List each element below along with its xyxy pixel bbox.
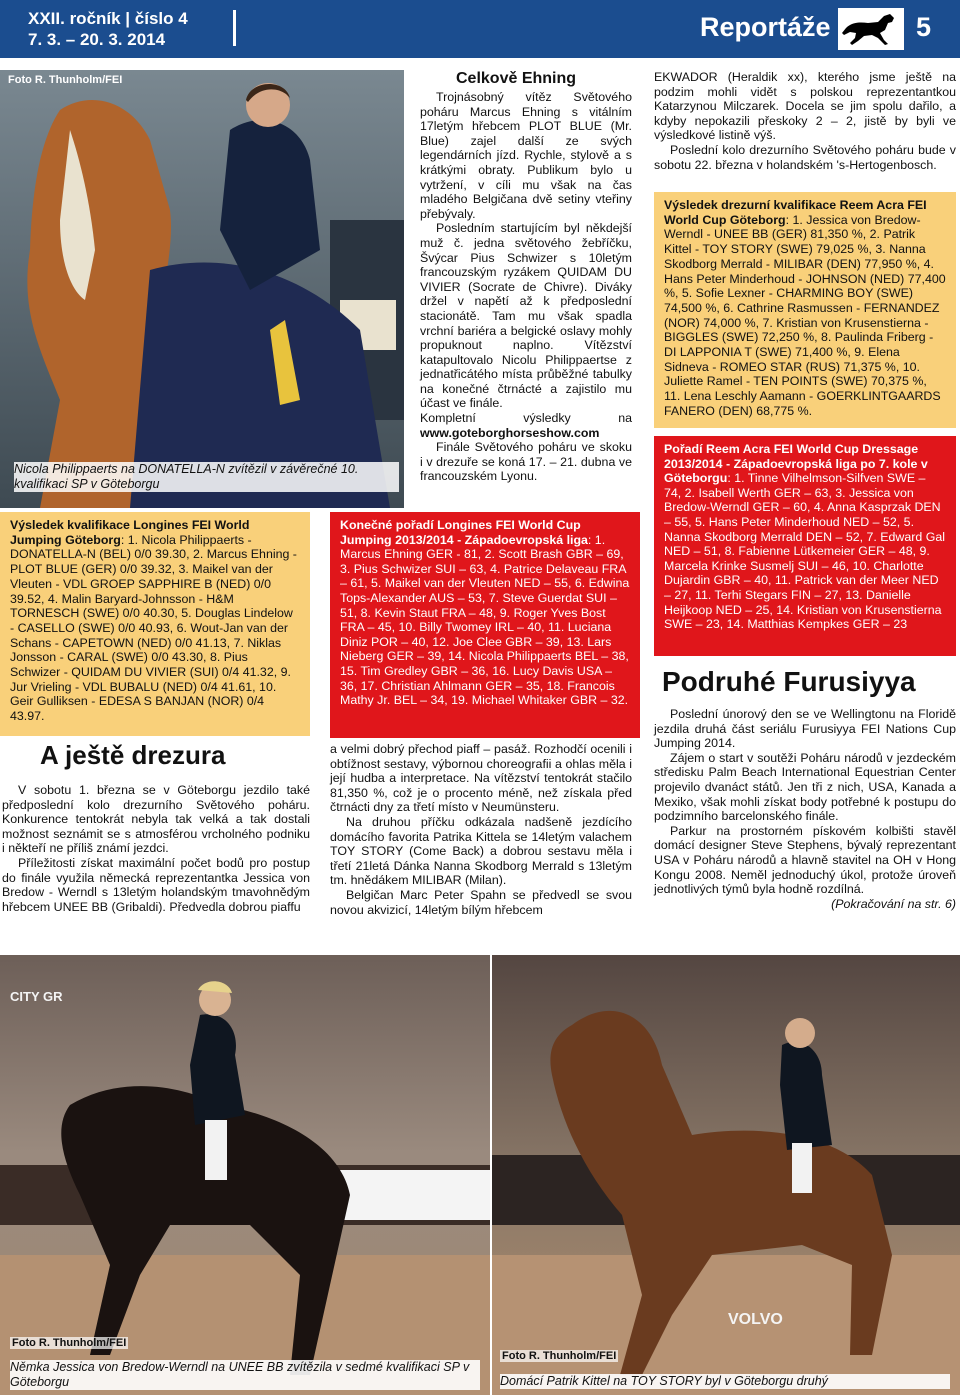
results-box-dressage: [654, 192, 956, 428]
results-heading: Výsledek kvalifikace Longines FEI World Jumping Göteborg: [10, 518, 250, 547]
paragraph: Na druhou příčku odkázala nadšeně jezdícího domácího favorita Patrika Kittela se 14letým valachem TOY STORY (Come Back) a dobrou sestavu měla i třetí 21letá Dánka Nanna Skodborg Merrald s 13letým tm. hnědákem MILIBAR (Milan).: [330, 814, 632, 888]
issue-dates: 7. 3. – 20. 3. 2014: [28, 30, 166, 49]
results-box-jumping: [0, 512, 310, 736]
paragraph: a velmi dobrý přechod piaff – pasáž. Rozhodčí ocenili i obtížnost sestavy, výbornou choreografii a ohlas měla i její hudba a interpretace. Na vítězství tentokrát stačilo 81,350 %, což je o procento méně, než získala před čtrnácti dny za třetí místo v Neumünsteru.: [330, 742, 632, 815]
issue-volume: XXII. ročník | číslo 4: [28, 9, 188, 28]
photo-dressage-second: [492, 955, 960, 1395]
article-right-body: [654, 70, 956, 172]
article-ehning-body: [420, 90, 632, 484]
article-furusiyya-body: [654, 707, 956, 911]
banner-text: CITY GR: [10, 989, 63, 1004]
standings-box-jumping: [330, 512, 640, 738]
issue-info: [28, 8, 188, 50]
section-title: Reportáže: [700, 12, 831, 42]
article-title-ehning: Celkově Ehning: [456, 70, 577, 87]
paragraph: Poslední únorový den se ve Wellingtonu na Floridě jezdila druhá část seriálu Furusiyya FEI Nations Cup Jumping 2014.: [654, 707, 956, 751]
running-horse-icon: [838, 8, 904, 50]
article-title-furusiyya: Podruhé Furusiyya: [662, 666, 916, 697]
standings-body: : 1. Marcus Ehning GER - 81, 2. Scott Brash GBR – 69, 3. Pius Schwizer SUI – 63, 4. Patrice Delaveau FRA – 61, 5. Maikel van der Vleuten NED – 55, 6. Edwina Tops-Alexander AUS – 53, 7. Steve Guerdat SUI – 51, 8. Kevin Staut FRA – 48, 9. Roger Yves Bost FRA – 45, 10. Billy Twomey IRL – 40, 11. Luciana Diniz POR – 40, 12. Joe Clee GBR – 39, 13. Lars Nieberg GER – 39, 14. Nicola Philippaerts BEL – 38, 15. Tim Gredley GBR – 36, 16. Lucy Davis USA – 36, 17. Christian Ahlmann GER – 35, 18. Francois Mathy Jr. BEL – 34, 19. Michael Whitaker GBR – 32.: [340, 532, 630, 708]
paragraph: Parkur na prostorném pískovém kolbišti stavěl domácí designer Steve Stephens, bývalý reprezentant USA v Poháru národů a hlavně stavitel na OH v Hong Kongu 2008. Neměl jednoduchý úkol, protože úroveň jednotlivých týmů byla hodně rozdílná.: [654, 823, 956, 897]
header-divider: [233, 10, 236, 46]
article-drezura-continued: [330, 742, 632, 917]
page-header: [0, 0, 960, 58]
paragraph: EKWADOR (Heraldik xx), kterého jsme ještě na podzim mohli vidět s polskou reprezentantkou Katarzynou Milczarek. Docela se jim spolu dařilo, a kdyby nepokazili přeskoky 2 – 2, jistě by byli ve výsledkové listině výš.: [654, 70, 956, 143]
standings-body: : 1. Tinne Vilhelmson-Silfven SWE – 74, 2. Isabell Werth GER – 63, 3. Jessica von Bredow-Werndl GER – 60, 4. Anna Kasprzak DEN – 55, 5. Hans Peter Minderhoud NED – 52, 5. Nanna Skodborg Merrald DEN – 52, 7. Edward Gal NED – 51, 8. Fabienne Lütkemeier GER – 48, 9. Marcela Krinke Susmelj SUI – 46, 10. Charlotte Dujardin GBR – 40, 11. Patrick van der Meer NED – 27, 11. Terhi Stegars FIN – 27, 13. Danielle Heijkoop NED – 25, 14. Kristian von Krusenstierna SWE – 23, 14. Matthias Kempkes GER – 23: [664, 471, 945, 632]
paragraph: Trojnásobný vítěz Světového poháru Marcus Ehning s vitálním 17letým hřebcem PLOT BLUE (Mr. Blue) zajel další ze svých legendárních jízd. Rychle, stylově a s krátkými obraty. Publikum bylo u vytržení, v cíli mu však na čas mladého Belgičana dvě setiny vteřiny přebývaly.: [420, 90, 632, 221]
photo-caption: Nicola Philippaerts na DONATELLA-N zvítězil v závěrečné 10. kvalifikaci SP v Göteborgu: [14, 462, 399, 492]
article-title-drezura: A ještě drezura: [40, 740, 226, 770]
results-body: : 1. Nicola Philippaerts - DONATELLA-N (BEL) 0/0 39.30, 2. Marcus Ehning - PLOT BLUE (GER) 0/0 39.32, 3. Maikel van der Vleuten - VDL GROEP SAPPHIRE B (NED) 0/0 39.52, 4. Malin Baryard-Johnsson - H&M TORNESCH (SWE) 0/0 40.30, 5. Douglas Lindelow - CASELLO (SWE) 0/0 40.93, 6. Wout-Jan van der Schans - CAPETOWN (NED) 0/0 41.13, 7. Niklas Jonsson - CARAL (SWE) 0/0 43.30, 8. Pius Schwizer - QUIDAM DU VIVIER (SUI) 0/4 41.32, 9. Jur Vrieling - VDL BUBALU (NED) 0/4 41.61, 10. Geir Gulliksen - EDESA S BANJAN (NOR) 0/4 43.97.: [10, 532, 297, 724]
photo-credit: Foto R. Thunholm/FEI: [12, 1337, 127, 1349]
photo-dressage-winner: [0, 955, 490, 1395]
paragraph: Kompletní výsledky na www.goteborghorseshow.com: [420, 411, 632, 440]
standings-heading: Pořadí Reem Acra FEI World Cup Dressage 2013/2014 - Západoevropská liga po 7. kole v Göteborgu: [664, 442, 928, 486]
paragraph: Belgičan Marc Peter Spahn se předvedl se svou novou akvizicí, 14letým bílým hřebcem: [330, 887, 632, 917]
page-number: 5: [916, 12, 932, 42]
photo-show-jumping-winner: [0, 70, 404, 508]
continued-note: (Pokračování na str. 6): [831, 896, 956, 911]
standings-box-dressage: [654, 436, 956, 656]
results-heading: Výsledek drezurní kvalifikace Reem Acra FEI World Cup Göteborg: [664, 198, 927, 227]
paragraph: Poslední kolo drezurního Světového poháru bude v sobotu 22. března v holandském 's-Hertogenbosch.: [654, 142, 956, 172]
photo-caption: Němka Jessica von Bredow-Werndl na UNEE BB zvítězila v sedmé kvalifikaci SP v Göteborgu: [10, 1360, 480, 1390]
results-link[interactable]: www.goteborghorseshow.com: [420, 425, 600, 440]
article-drezura-body: [2, 783, 310, 914]
paragraph: Příležitosti získat maximální počet bodů pro postup do finále využila německá reprezentantka Jessica von Bredow - Werndl s 13letým holandským tmavohnědým hřebcem UNEE BB (Gribaldi). Předvedla dobrou piaffu: [2, 855, 310, 914]
rider-horse-illustration: [0, 70, 404, 508]
dressage-horse-illustration: [0, 955, 490, 1395]
banner-text: VOLVO: [728, 1311, 783, 1328]
paragraph: Posledním startujícím byl někdejší muž č. jedna světového žebříčku, Švýcar Pius Schwizer s 10letým francouzským ryzákem QUIDAM DU VIVIER (Socrate de Chivre). Diváky držel v napětí až k předposlední stacionátě. Tam mu však spadla vrchní bariéra a belgické oslavy mohly propuknout naplno. Vítězství katapultovalo Nicolu Philippaertse z jednatřicátého místa průběžné tabulky na konečné čtrnácté a zajistilo mu účast ve finále.: [420, 221, 632, 411]
photo-credit: Foto R. Thunholm/FEI: [8, 74, 123, 86]
paragraph: Zájem o start v soutěži Poháru národů v jezdeckém středisku Palm Beach International Equestrian Center projevilo dvanáct států. Jen tři z nich, USA, Kanada a Mexiko, však mohli získat body potřebné k postupu do podzimního barcelonského finále.: [654, 750, 956, 824]
results-body: : 1. Jessica von Bredow-Werndl - UNEE BB (GER) 81,350 %, 2. Patrik Kittel - TOY STORY (SWE) 79,025 %, 3. Nanna Skodborg Merrald - MILIBAR (DEN) 77,950 %, 4. Hans Peter Minderhoud - JOHNSON (NED) 77,400 %, 5. Sofie Lexner - CHARMING BOY (SWE) 74,500 %, 6. Cathrine Rasmussen - FERNANDEZ (NOR) 74,000 %, 7. Kristian von Krusenstierna - BIGGLES (SWE) 72,250 %, 8. Paulinda Friberg - DI LAPPONIA T (SWE) 71,400 %, 9. Elena Sidneva - ROMEO STAR (RUS) 71,375 %, 10. Juliette Ramel - TEN POINTS (SWE) 70,375 %, 11. Lena Leschly Aamann - GOERKLINTGAARDS FANERO (DEN) 68,775 %.: [664, 212, 946, 418]
photo-credit: Foto R. Thunholm/FEI: [502, 1350, 617, 1362]
paragraph: Finále Světového poháru ve skoku i v drezuře se koná 17. – 21. dubna ve francouzském Lyonu.: [420, 440, 632, 484]
photo-caption: Domácí Patrik Kittel na TOY STORY byl v Göteborgu druhý: [500, 1374, 950, 1389]
dressage-horse-illustration: [492, 955, 960, 1395]
paragraph: V sobotu 1. března se v Göteborgu jezdilo také předposlední kolo drezurního Světového poháru. Konkurence tentokrát nebyla tak velká a tak dostali možnost seznámit se s atmosférou vrcholného podniku i někteří ne příliš známí jezdci.: [2, 783, 310, 856]
standings-heading: Konečné pořadí Longines FEI World Cup Jumping 2013/2014 - Západoevropská liga: [340, 518, 588, 547]
